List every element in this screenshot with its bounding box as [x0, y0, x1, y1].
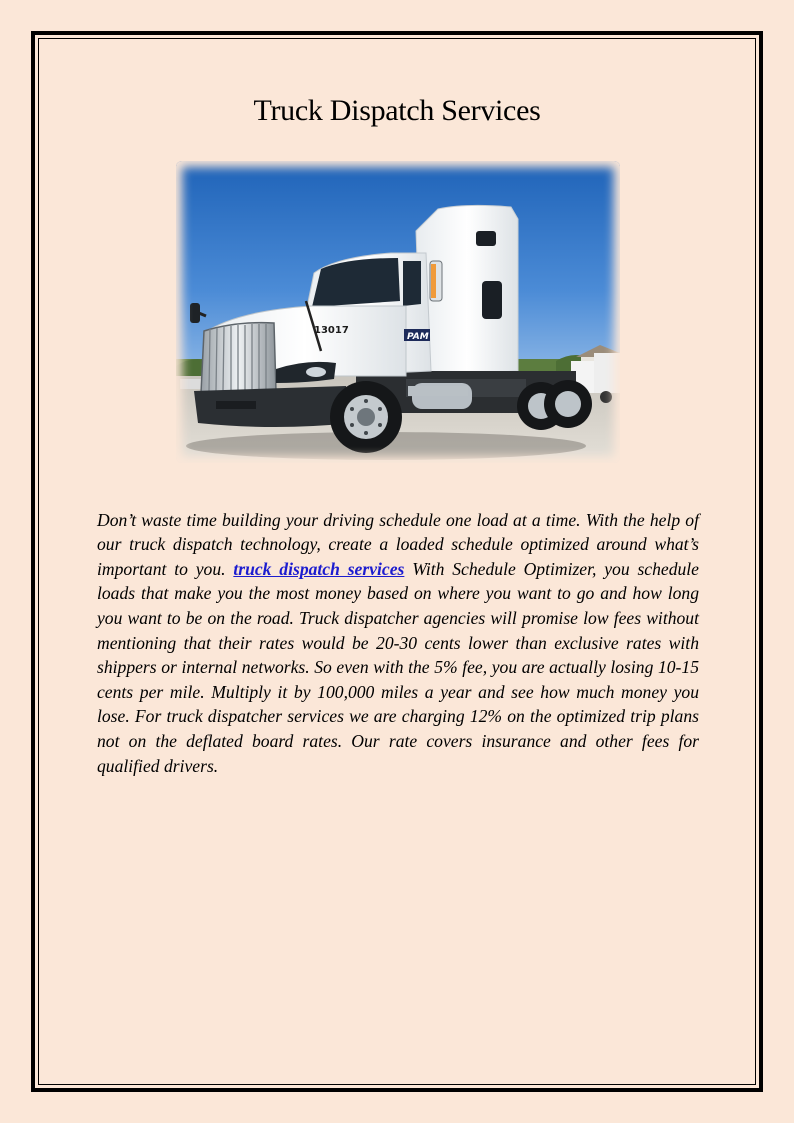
body-paragraph: [97, 508, 699, 779]
paragraph-body: With Schedule Optimizer, you schedule loads that make you the most money based on where you want to go and how long you want to be on the road. Truck dispatcher agencies will promise low fees without mentioning that their rates would be 20-30 cents lower than exclusive rates with shippers or internal networks. So even with the 5% fee, you are actually losing 10-15 cents per mile. Multiply it by 100,000 miles a year and see how much money you lose. For truck dispatcher services we are charging 12% on the optimized trip plans not on the deflated board rates. Our rate covers insurance and other fees for qualified drivers.: [97, 558, 699, 776]
paragraph-intro: Don’t waste time building your driving schedule one load at a time. With the help of our truck dispatch technology, create a loaded schedule optimized around what’s important to you.: [97, 509, 699, 579]
truck-photo: [176, 161, 620, 463]
truck-number-label: 13017: [314, 325, 349, 336]
brand-logo: PAM: [407, 332, 429, 342]
page-title: Truck Dispatch Services: [253, 94, 541, 127]
truck-dispatch-services-link[interactable]: truck dispatch services: [233, 558, 405, 579]
